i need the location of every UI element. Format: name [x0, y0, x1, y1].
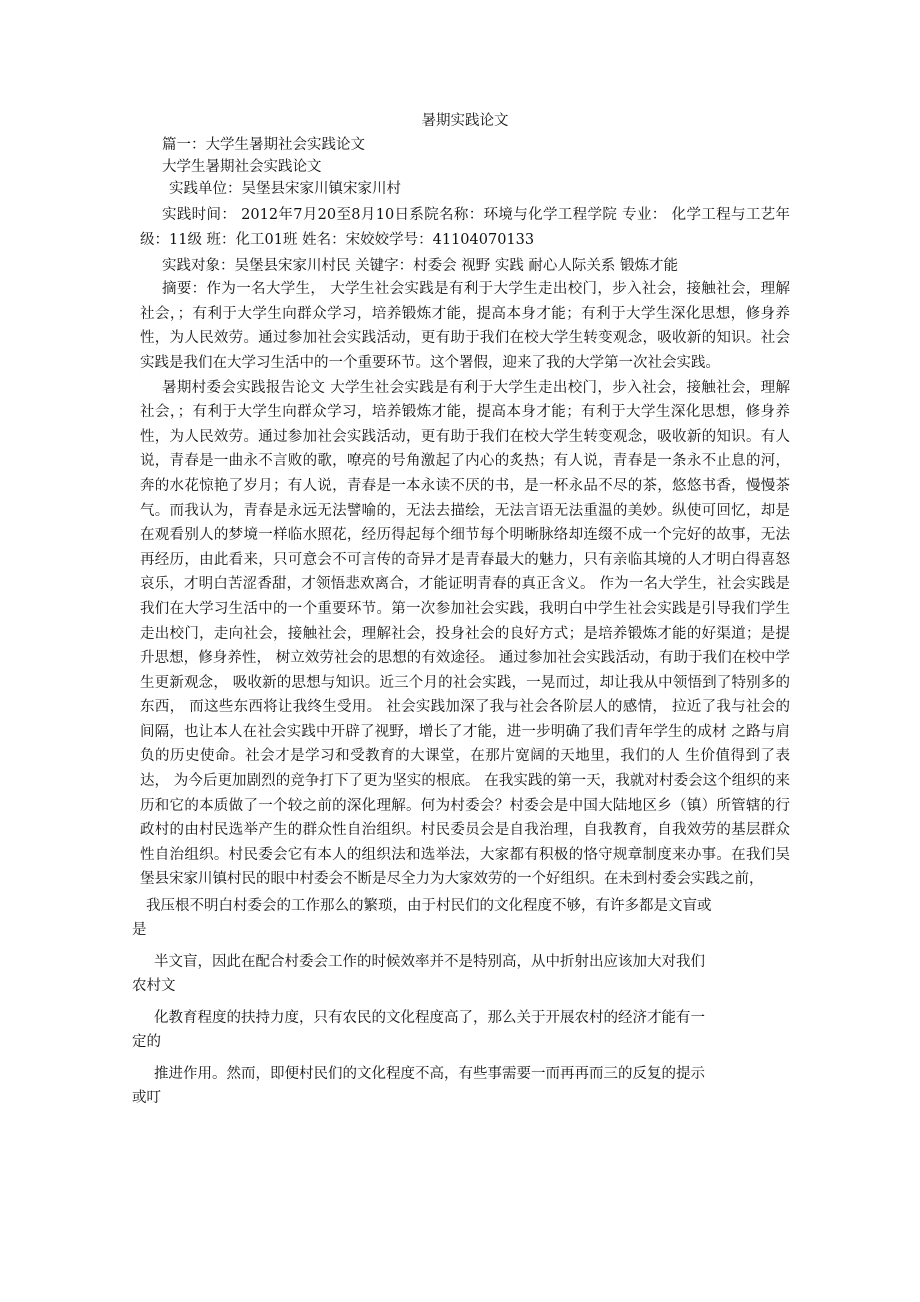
body-paragraph: 暑期村委会实践报告论文 大学生社会实践是有利于大学生走出校门，步入社会，接触社会，理解社会，；有利于大学生向群众学习，培养锻炼才能，提高本身才能；有利于大学生深化思想，修身养性，为人民效劳。通过参加社会实践活动，更有助于我们在校大学生转变观念，吸收新的知识。有人说，青春是一曲永不言败的歌，嘹亮的号角激起了内心的炙热；有人说，青春是一条永不止息的河，奔的水花惊艳了岁月；有人说，青春是一本永读不厌的书，是一杯永品不尽的茶，悠悠书香，慢慢茶气。而我认为，青春是永远无法譬喻的，无法去描绘，无法言语无法重温的美妙。纵使可回忆，却是在观看别人的梦境一样临水照花，经历得起每个细节每个明晰脉络却连缀不成一个完好的故事，无法再经历，由此看来，只可意会不可言传的奇异才是青春最大的魅力，只有亲临其境的人才明白得喜怒哀乐，才明白苦涩香甜，才领悟悲欢离合，才能证明青春的真正含义。 作为一名大学生，社会实践是我们在大学习生活中的一个重要环节。第一次参加社会实践，我明白中学生社会实践是引导我们学生走出校门，走向社会，接触社会，理解社会，投身社会的良好方式；是培养锻炼才能的好渠道；是提升思想，修身养性， 树立效劳社会的思想的有效途径。 通过参加社会实践活动，有助于我们在校中学生更新观念， 吸收新的思想与知识。近三个月的社会实践，一晃而过，却让我从中领悟到了特别多的东西， 而这些东西将让我终生受用。 社会实践加深了我与社会各阶层人的感情， 拉近了我与社会的 间隔，也让本人在社会实践中开辟了视野，增长了才能，进一步明确了我们青年学生的成材 之路与肩负的历史使命。社会才是学习和受教育的大课堂，在那片宽阔的天地里，我们的人 生价值得到了表达， 为今后更加剧烈的竞争打下了更为坚实的根底。 在我实践的第一天，我就对村委会这个组织的来历和它的本质做了一个较之前的深化理解。何为村委会？村委会是中国大陆地区乡（镇）所管辖的行政村的由村民选举产生的群众性自治组织。村民委员会是自我治理，自我教育，自我效劳的基层群众性自治组织。村民委会它有本人的组织法和选举法，大家都有积极的恪守规章制度来办事。在我们吴堡县宋家川镇村民的眼中村委会不断是尽全力为大家效劳的一个好组织。在未到村委会实践之前，	[140, 379, 790, 888]
document-title: 暑期实践论文	[421, 113, 509, 129]
continuation-text: 推进作用。然而，即便村民们的文化程度不高，有些事需要一而再再而三的反复的提示	[154, 1066, 705, 1083]
section-heading: 篇一：大学生暑期社会实践论文	[162, 137, 365, 153]
continuation-wrap: 是	[132, 922, 147, 939]
continuation-wrap: 定的	[132, 1034, 161, 1051]
continuation-line	[132, 950, 790, 998]
continuation-block	[132, 894, 790, 1110]
continuation-line	[132, 1006, 790, 1054]
practice-unit: 实践单位：吴堡县宋家川镇宋家川村	[169, 181, 401, 197]
continuation-line	[132, 894, 790, 942]
continuation-text: 半文盲，因此在配合村委会工作的时候效率并不是特别高，从中折射出应该加大对我们	[154, 954, 705, 971]
document-page	[132, 110, 790, 1110]
practice-object: 实践对象：吴堡县宋家川村民 关键字：村委会 视野 实践 耐心人际关系 锻炼才能	[162, 258, 679, 275]
continuation-text: 化教育程度的扶持力度，只有农民的文化程度高了，那么关于开展农村的经济才能有一	[154, 1010, 705, 1027]
practice-info: 实践时间： 2012年7月20至8月10日系院名称：环境与化学工程学院 专业： 化学工程与工艺年级：11级 班：化工01班 姓名：宋姣姣学号：41104070133	[140, 207, 790, 248]
continuation-wrap: 农村文	[132, 978, 176, 995]
continuation-wrap: 或叮	[132, 1090, 161, 1107]
continuation-text: 我压根不明白村委会的工作那么的繁琐，由于村民们的文化程度不够，有许多都是文盲或	[146, 898, 712, 915]
abstract-paragraph: 摘要：作为一名大学生， 大学生社会实践是有利于大学生走出校门，步入社会，接触社会，理解社会，；有利于大学生向群众学习，培养锻炼才能，提高本身才能；有利于大学生深化思想，修身养性，为人民效劳。通过参加社会实践活动，更有助于我们在校大学生转变观念，吸收新的知识。社会实践是我们在大学习生活中的一个重要环节。这个署假，迎来了我的大学第一次社会实践。	[140, 281, 790, 371]
paper-title: 大学生暑期社会实践论文	[162, 159, 322, 175]
continuation-line	[132, 1062, 790, 1110]
